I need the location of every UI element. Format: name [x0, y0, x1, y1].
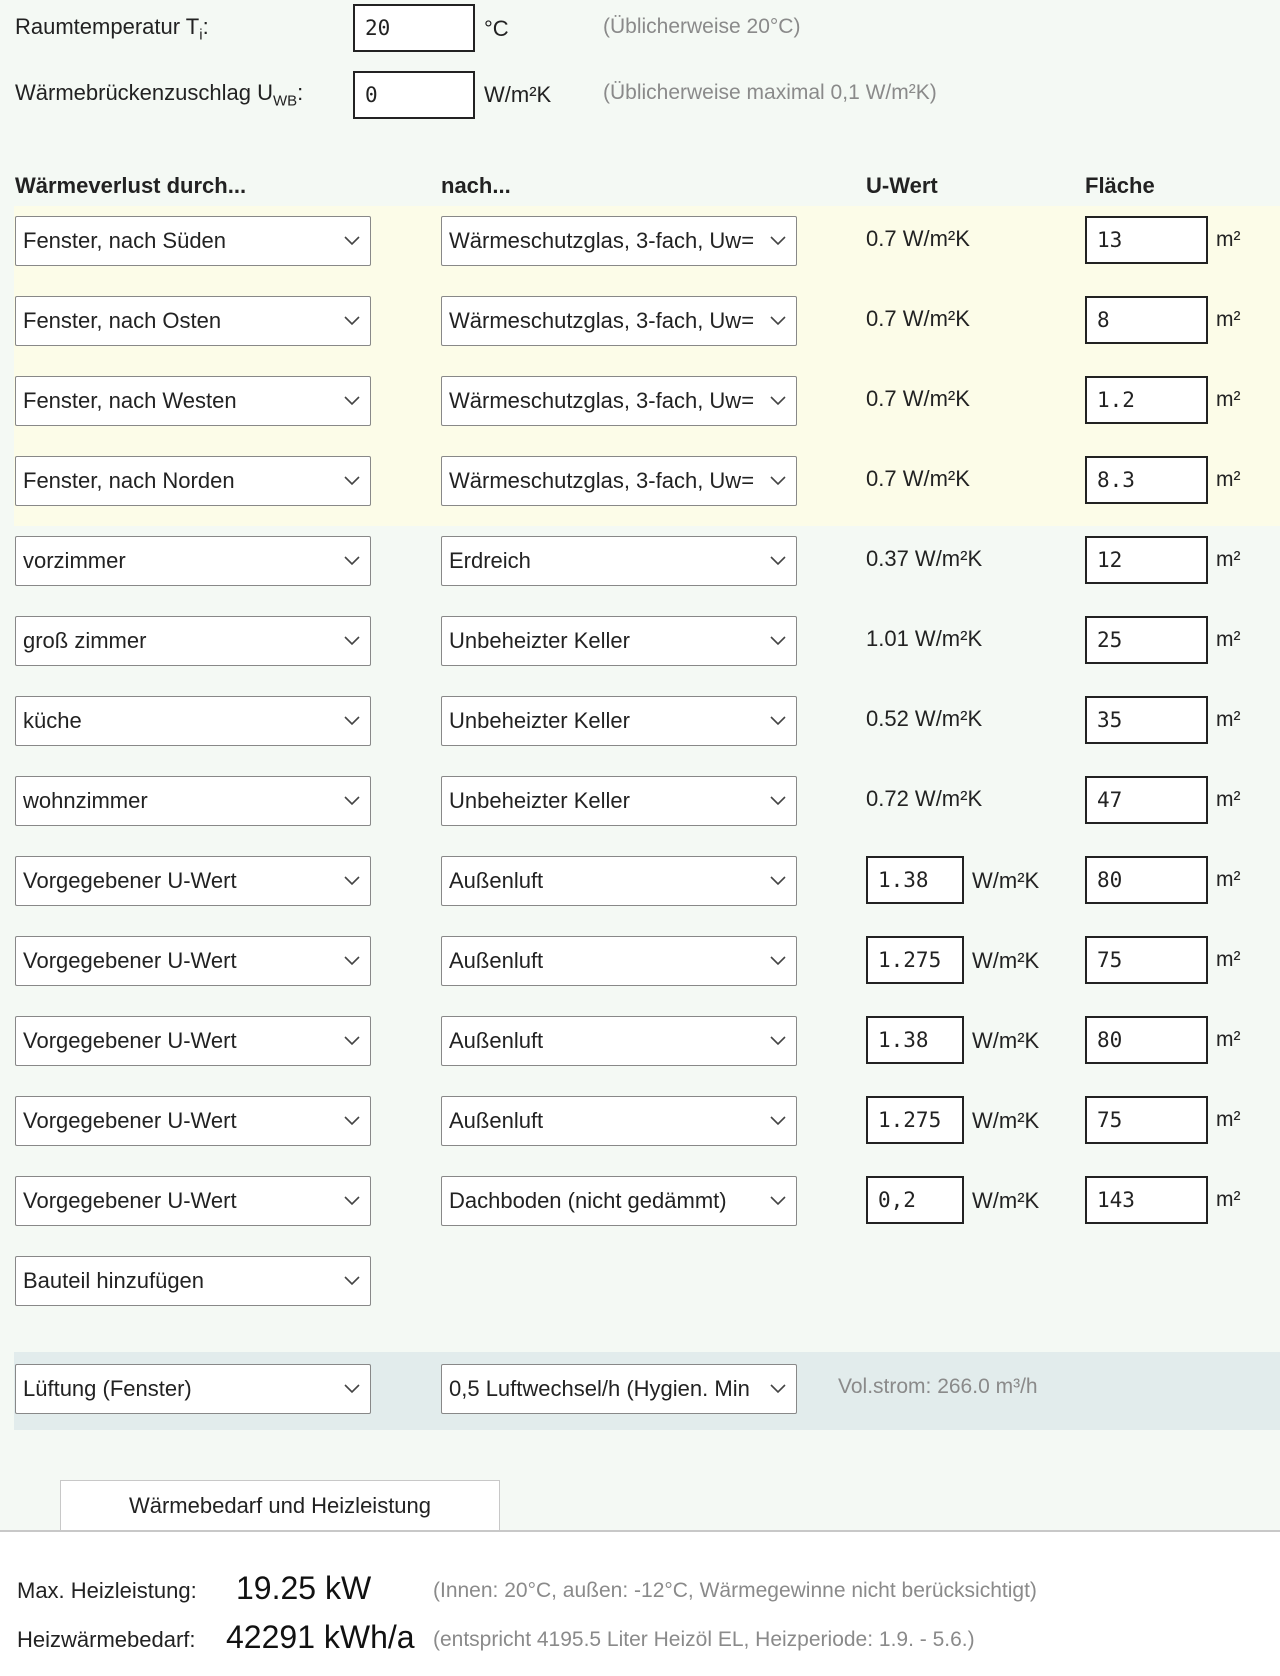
- chevron-down-icon: [767, 777, 789, 824]
- component-part-select[interactable]: [15, 936, 371, 986]
- component-part-select[interactable]: [15, 1016, 371, 1066]
- component-part-label: küche: [23, 708, 82, 733]
- annual-demand-value: 42291 kWh/a: [226, 1619, 415, 1655]
- room-temp-unit: °C: [484, 16, 509, 41]
- u-value-unit: W/m²K: [972, 1188, 1040, 1213]
- component-target-select[interactable]: [441, 776, 797, 826]
- area-input[interactable]: 47: [1085, 776, 1208, 824]
- component-target-select[interactable]: [441, 936, 797, 986]
- add-component-row: [0, 1256, 1280, 1308]
- u-value-text: 0.72 W/m²K: [866, 786, 983, 811]
- chevron-down-icon: [341, 217, 363, 264]
- component-target-select[interactable]: [441, 1016, 797, 1066]
- u-value-input[interactable]: 1.275: [866, 936, 964, 984]
- chevron-down-icon: [341, 857, 363, 904]
- component-target-label: Erdreich: [449, 548, 531, 573]
- component-target-select[interactable]: [441, 296, 797, 346]
- component-target-select[interactable]: [441, 1096, 797, 1146]
- u-value-text: 0.37 W/m²K: [866, 546, 983, 571]
- component-target-select[interactable]: [441, 456, 797, 506]
- component-target-label: Wärmeschutzglas, 3-fach, Uw=: [449, 468, 755, 493]
- component-row: [0, 1176, 1280, 1228]
- component-target-label: Unbeheizter Keller: [449, 788, 630, 813]
- area-input[interactable]: 143: [1085, 1176, 1208, 1224]
- component-part-label: groß zimmer: [23, 628, 147, 653]
- thermal-bridge-unit: W/m²K: [484, 82, 552, 107]
- component-row: [0, 216, 1280, 268]
- chevron-down-icon: [341, 1257, 363, 1304]
- chevron-down-icon: [767, 537, 789, 584]
- component-target-label: Außenluft: [449, 1108, 544, 1133]
- component-target-select[interactable]: [441, 856, 797, 906]
- ventilation-type-select[interactable]: [15, 1364, 371, 1414]
- area-unit: m²: [1216, 708, 1241, 731]
- chevron-down-icon: [767, 1017, 789, 1064]
- component-row: [0, 776, 1280, 828]
- header-to: nach...: [441, 173, 511, 198]
- component-part-select[interactable]: [15, 376, 371, 426]
- max-power-label: Max. Heizleistung:: [17, 1578, 197, 1603]
- chevron-down-icon: [767, 857, 789, 904]
- ventilation-rate-label: 0,5 Luftwechsel/h (Hygien. Min: [449, 1376, 750, 1401]
- component-target-label: Wärmeschutzglas, 3-fach, Uw=: [449, 388, 755, 413]
- component-part-select[interactable]: [15, 616, 371, 666]
- component-part-select[interactable]: [15, 856, 371, 906]
- area-input[interactable]: 8.3: [1085, 456, 1208, 504]
- u-value-input[interactable]: 1.275: [866, 1096, 964, 1144]
- ventilation-type-label: Lüftung (Fenster): [23, 1376, 192, 1401]
- chevron-down-icon: [341, 297, 363, 344]
- component-part-label: Fenster, nach Norden: [23, 468, 235, 493]
- chevron-down-icon: [767, 1177, 789, 1224]
- chevron-down-icon: [341, 617, 363, 664]
- area-input[interactable]: 35: [1085, 696, 1208, 744]
- header-area: Fläche: [1085, 173, 1155, 198]
- component-row: [0, 1096, 1280, 1148]
- component-target-select[interactable]: [441, 376, 797, 426]
- chevron-down-icon: [341, 1017, 363, 1064]
- component-part-label: wohnzimmer: [23, 788, 148, 813]
- u-value-text: 0.52 W/m²K: [866, 706, 983, 731]
- area-input[interactable]: 13: [1085, 216, 1208, 264]
- ventilation-row: [0, 1364, 1280, 1416]
- component-part-label: Vorgegebener U-Wert: [23, 868, 237, 893]
- chevron-down-icon: [341, 777, 363, 824]
- u-value-input[interactable]: 1.38: [866, 856, 964, 904]
- area-unit: m²: [1216, 468, 1241, 491]
- area-unit: m²: [1216, 868, 1241, 891]
- annual-demand-label: Heizwärmebedarf:: [17, 1627, 196, 1652]
- component-target-label: Dachboden (nicht gedämmt): [449, 1188, 727, 1213]
- u-value-unit: W/m²K: [972, 1028, 1040, 1053]
- area-unit: m²: [1216, 308, 1241, 331]
- chevron-down-icon: [341, 937, 363, 984]
- component-target-label: Außenluft: [449, 1028, 544, 1053]
- area-input[interactable]: 75: [1085, 936, 1208, 984]
- max-power-value: 19.25 kW: [236, 1570, 372, 1606]
- component-part-label: Vorgegebener U-Wert: [23, 948, 237, 973]
- chevron-down-icon: [767, 217, 789, 264]
- area-input[interactable]: 12: [1085, 536, 1208, 584]
- component-part-select[interactable]: [15, 536, 371, 586]
- area-input[interactable]: 25: [1085, 616, 1208, 664]
- component-target-label: Unbeheizter Keller: [449, 628, 630, 653]
- add-component-select[interactable]: [15, 1256, 371, 1306]
- component-row: [0, 936, 1280, 988]
- component-row: [0, 1016, 1280, 1068]
- area-input[interactable]: 1.2: [1085, 376, 1208, 424]
- component-target-label: Wärmeschutzglas, 3-fach, Uw=: [449, 308, 755, 333]
- area-input[interactable]: 80: [1085, 856, 1208, 904]
- u-value-unit: W/m²K: [972, 868, 1040, 893]
- component-row: [0, 856, 1280, 908]
- u-value-text: 0.7 W/m²K: [866, 306, 970, 331]
- component-part-select[interactable]: [15, 296, 371, 346]
- area-unit: m²: [1216, 1108, 1241, 1131]
- u-value-text: 0.7 W/m²K: [866, 466, 970, 491]
- chevron-down-icon: [341, 457, 363, 504]
- component-part-select[interactable]: [15, 216, 371, 266]
- header-loss-through: Wärmeverlust durch...: [15, 173, 247, 198]
- room-temp-input[interactable]: 20: [353, 4, 475, 52]
- component-row: [0, 376, 1280, 428]
- room-temp-hint: (Üblicherweise 20°C): [603, 15, 801, 38]
- thermal-bridge-hint: (Üblicherweise maximal 0,1 W/m²K): [603, 81, 937, 104]
- component-target-label: Wärmeschutzglas, 3-fach, Uw=: [449, 228, 755, 253]
- component-part-select[interactable]: [15, 776, 371, 826]
- u-value-text: 0.7 W/m²K: [866, 226, 970, 251]
- component-part-label: Vorgegebener U-Wert: [23, 1028, 237, 1053]
- area-unit: m²: [1216, 788, 1241, 811]
- ventilation-volume-info: Vol.strom: 266.0 m³/h: [838, 1375, 1038, 1398]
- component-row: [0, 296, 1280, 348]
- header-u-value: U-Wert: [866, 173, 938, 198]
- chevron-down-icon: [341, 1177, 363, 1224]
- component-row: [0, 696, 1280, 748]
- area-input[interactable]: 75: [1085, 1096, 1208, 1144]
- area-input[interactable]: 8: [1085, 296, 1208, 344]
- u-value-text: 0.7 W/m²K: [866, 386, 970, 411]
- component-target-select[interactable]: [441, 696, 797, 746]
- chevron-down-icon: [767, 297, 789, 344]
- thermal-bridge-input[interactable]: 0: [353, 71, 475, 119]
- thermal-bridge-label: Wärmebrückenzuschlag $U_{WB}$:: [15, 80, 304, 110]
- chevron-down-icon: [767, 457, 789, 504]
- component-row: [0, 616, 1280, 668]
- component-target-select[interactable]: [441, 536, 797, 586]
- u-value-input[interactable]: 1.38: [866, 1016, 964, 1064]
- component-row: [0, 456, 1280, 508]
- area-unit: m²: [1216, 228, 1241, 251]
- component-row: [0, 536, 1280, 588]
- component-target-label: Unbeheizter Keller: [449, 708, 630, 733]
- component-part-label: Fenster, nach Süden: [23, 228, 227, 253]
- u-value-input[interactable]: 0,2: [866, 1176, 964, 1224]
- component-part-select[interactable]: [15, 1096, 371, 1146]
- component-part-select[interactable]: [15, 696, 371, 746]
- chevron-down-icon: [341, 1365, 363, 1412]
- chevron-down-icon: [767, 617, 789, 664]
- u-value-unit: W/m²K: [972, 948, 1040, 973]
- component-part-label: Fenster, nach Westen: [23, 388, 237, 413]
- tab-heat-demand[interactable]: Wärmebedarf und Heizleistung: [60, 1480, 500, 1532]
- chevron-down-icon: [767, 1365, 789, 1412]
- room-temp-label: Raumtemperatur $T_i$:: [15, 14, 209, 44]
- chevron-down-icon: [767, 937, 789, 984]
- u-value-text: 1.01 W/m²K: [866, 626, 983, 651]
- area-unit: m²: [1216, 388, 1241, 411]
- component-target-label: Außenluft: [449, 868, 544, 893]
- area-unit: m²: [1216, 1028, 1241, 1051]
- chevron-down-icon: [767, 697, 789, 744]
- chevron-down-icon: [767, 1097, 789, 1144]
- component-target-label: Außenluft: [449, 948, 544, 973]
- component-part-label: Vorgegebener U-Wert: [23, 1188, 237, 1213]
- component-part-select[interactable]: [15, 1176, 371, 1226]
- ventilation-rate-select[interactable]: [441, 1364, 797, 1414]
- component-target-select[interactable]: [441, 616, 797, 666]
- component-part-label: vorzimmer: [23, 548, 126, 573]
- annual-demand-note: (entspricht 4195.5 Liter Heizöl EL, Heizperiode: 1.9. - 5.6.): [433, 1628, 975, 1651]
- area-input[interactable]: 80: [1085, 1016, 1208, 1064]
- component-part-label: Vorgegebener U-Wert: [23, 1108, 237, 1133]
- u-value-unit: W/m²K: [972, 1108, 1040, 1133]
- component-target-select[interactable]: [441, 216, 797, 266]
- component-part-select[interactable]: [15, 456, 371, 506]
- component-target-select[interactable]: [441, 1176, 797, 1226]
- chevron-down-icon: [341, 1097, 363, 1144]
- area-unit: m²: [1216, 1188, 1241, 1211]
- add-component-label: Bauteil hinzufügen: [23, 1268, 205, 1293]
- chevron-down-icon: [341, 377, 363, 424]
- results-panel: [0, 1532, 1280, 1676]
- max-power-note: (Innen: 20°C, außen: -12°C, Wärmegewinne nicht berücksichtigt): [433, 1579, 1037, 1602]
- chevron-down-icon: [341, 697, 363, 744]
- area-unit: m²: [1216, 628, 1241, 651]
- area-unit: m²: [1216, 948, 1241, 971]
- chevron-down-icon: [341, 537, 363, 584]
- component-part-label: Fenster, nach Osten: [23, 308, 222, 333]
- chevron-down-icon: [767, 377, 789, 424]
- area-unit: m²: [1216, 548, 1241, 571]
